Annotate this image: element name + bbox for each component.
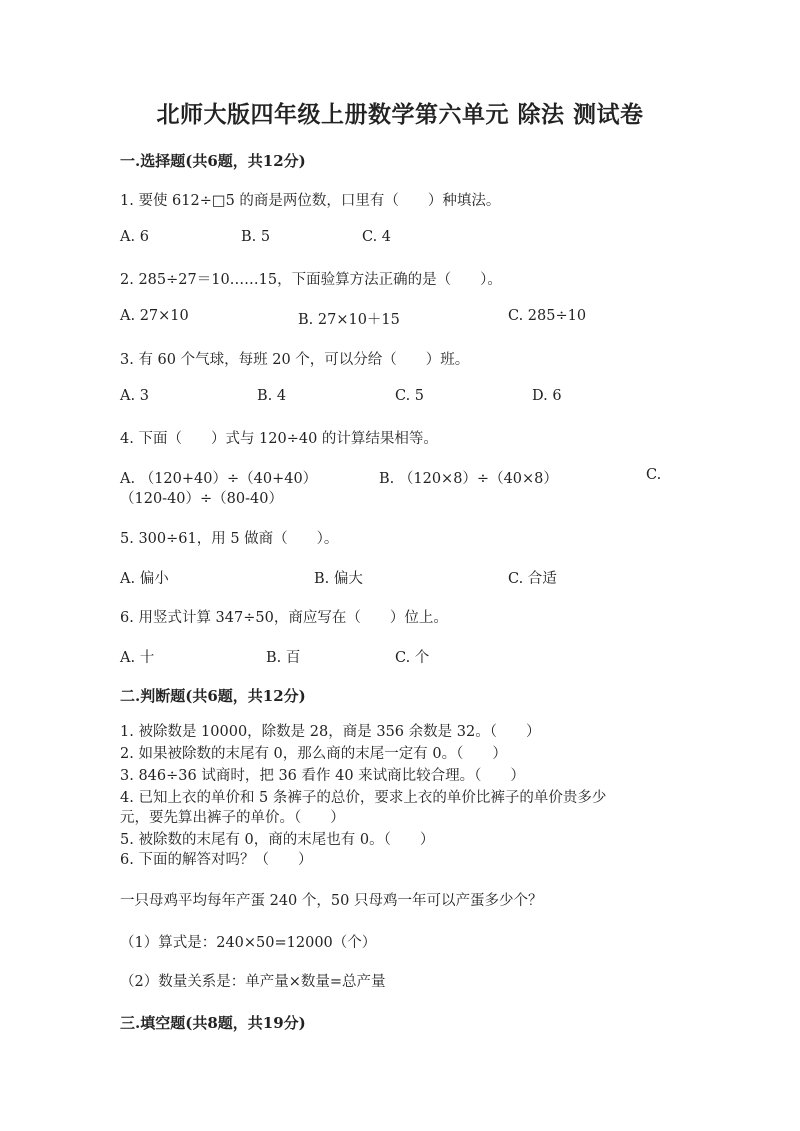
solution-step-2: （2）数量关系是：单产量×数量=总产量	[120, 974, 386, 990]
word-problem: 一只母鸡平均每年产蛋 240 个，50 只母鸡一年可以产蛋多少个？	[120, 893, 543, 909]
solution-step-1: （1）算式是：240×50=12000（个）	[120, 935, 377, 951]
judge-item-4-line2: 元，要先算出裤子的单价。（ ）	[120, 810, 345, 826]
option-4c-label: C.	[646, 467, 662, 483]
option-5c: C. 合适	[508, 571, 557, 587]
option-2a: A. 27×10	[120, 308, 189, 324]
option-4b: B. （120×8）÷（40×8）	[379, 471, 558, 487]
option-3b: B. 4	[257, 388, 287, 404]
option-2b: B. 27×10＋15	[298, 312, 400, 328]
judge-item-5: 5. 被除数的末尾有 0，商的末尾也有 0。（ ）	[120, 832, 435, 848]
option-1c: C. 4	[362, 229, 392, 245]
option-3d: D. 6	[532, 388, 562, 404]
page-title: 北师大版四年级上册数学第六单元 除法 测试卷	[156, 101, 644, 128]
judge-item-4-line1: 4. 已知上衣的单价和 5 条裤子的总价，要求上衣的单价比裤子的单价贵多少	[120, 790, 607, 806]
option-1a: A. 6	[120, 229, 149, 245]
option-5a: A. 偏小	[120, 571, 169, 587]
question-stem-6: 6. 用竖式计算 347÷50，商应写在（ ）位上。	[120, 610, 448, 626]
section-heading-judge: 二.判断题(共6题，共12分)	[120, 687, 306, 705]
option-3c: C. 5	[395, 388, 425, 404]
option-4a: A. （120+40）÷（40+40）	[120, 471, 318, 487]
question-stem-4: 4. 下面（ ）式与 120÷40 的计算结果相等。	[120, 431, 438, 447]
option-1b: B. 5	[241, 229, 271, 245]
question-stem-2: 2. 285÷27＝10……15，下面验算方法正确的是（ ）。	[120, 272, 502, 288]
question-stem-3: 3. 有 60 个气球，每班 20 个，可以分给（ ）班。	[120, 352, 470, 368]
judge-item-2: 2. 如果被除数的末尾有 0，那么商的末尾一定有 0。（ ）	[120, 746, 507, 762]
section-heading-choice: 一.选择题(共6题，共12分)	[120, 152, 306, 170]
judge-item-3: 3. 846÷36 试商时，把 36 看作 40 来试商比较合理。（ ）	[120, 768, 525, 784]
option-6c: C. 个	[395, 650, 430, 666]
question-stem-1: 1. 要使 612÷□5 的商是两位数，口里有（ ）种填法。	[120, 193, 501, 209]
question-stem-5: 5. 300÷61，用 5 做商（ ）。	[120, 531, 339, 547]
option-6a: A. 十	[120, 650, 155, 666]
option-6b: B. 百	[266, 650, 301, 666]
judge-item-6: 6. 下面的解答对吗？（ ）	[120, 852, 313, 868]
option-2c: C. 285÷10	[508, 308, 587, 324]
option-3a: A. 3	[120, 388, 149, 404]
option-4c-text: （120-40）÷（80-40）	[120, 491, 283, 507]
option-5b: B. 偏大	[314, 571, 363, 587]
section-heading-fill: 三.填空题(共8题，共19分)	[120, 1014, 306, 1032]
judge-item-1: 1. 被除数是 10000，除数是 28，商是 356 余数是 32。（ ）	[120, 724, 541, 740]
